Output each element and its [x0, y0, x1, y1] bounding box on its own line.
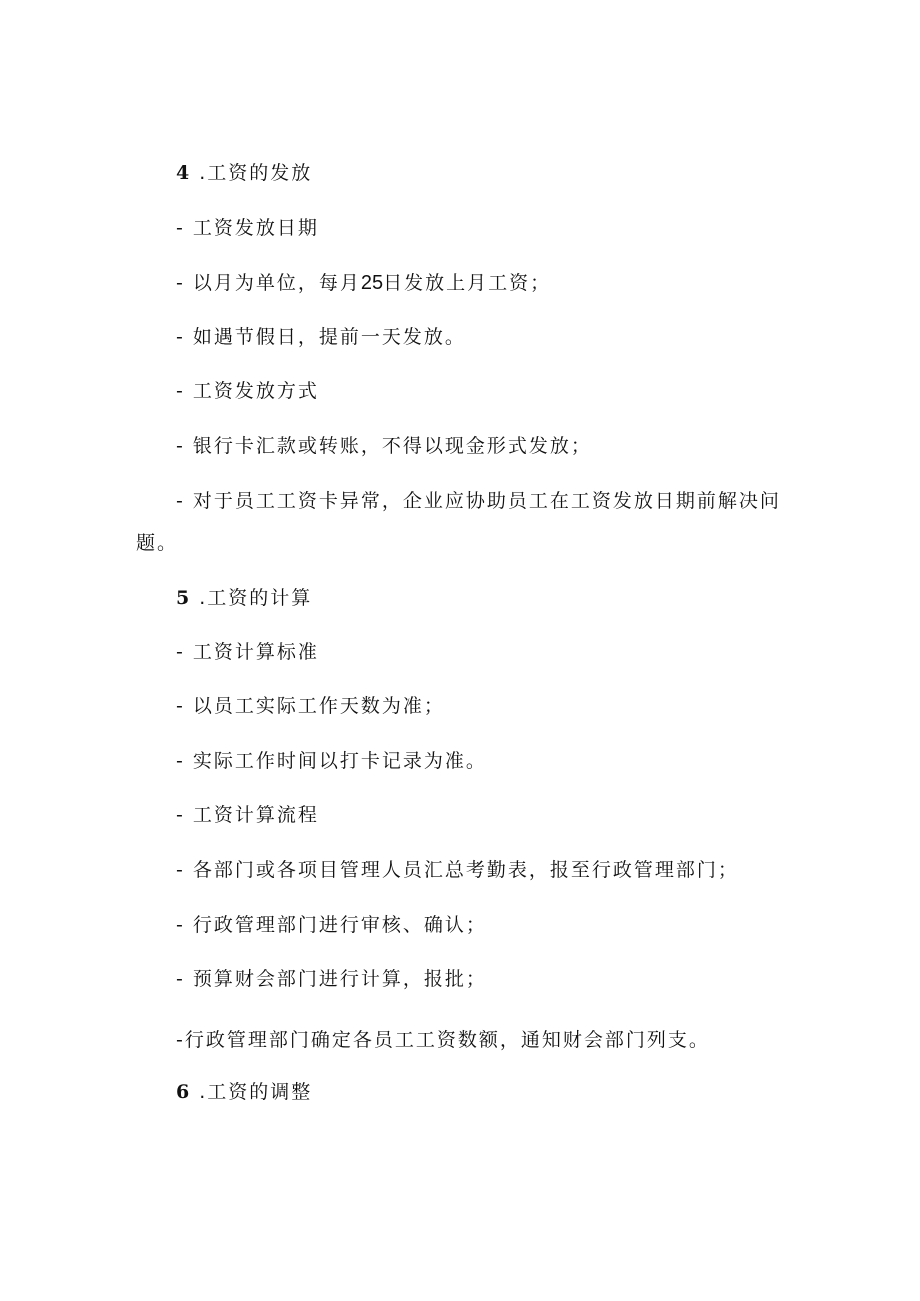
section-4-number: 4 — [176, 162, 190, 184]
paragraph: - 各部门或各项目管理人员汇总考勤表，报至行政管理部门； — [176, 859, 739, 881]
paragraph: - 工资发放方式 — [176, 380, 319, 402]
paragraph: - 如遇节假日，提前一天发放。 — [176, 326, 466, 348]
paragraph: - 工资发放日期 — [176, 217, 319, 239]
pay-day-number: 25 — [360, 272, 384, 294]
paragraph-text: 日发放上月工资； — [383, 272, 552, 294]
section-6-number: 6 — [176, 1081, 190, 1103]
paragraph — [176, 271, 551, 295]
paragraph: - 银行卡汇款或转账，不得以现金形式发放； — [176, 435, 592, 457]
paragraph: - 预算财会部门进行计算，报批； — [176, 968, 487, 990]
section-6-title: .工资的调整 — [199, 1081, 313, 1103]
section-5-title: .工资的计算 — [199, 587, 313, 609]
paragraph: - 以员工实际工作天数为准； — [176, 695, 445, 717]
paragraph-continuation: 题。 — [136, 532, 179, 554]
paragraph: - 对于员工工资卡异常，企业应协助员工在工资发放日期前解决问 — [176, 490, 781, 512]
paragraph: - 工资计算流程 — [176, 804, 319, 826]
paragraph: - 工资计算标准 — [176, 641, 319, 663]
paragraph: - 行政管理部门进行审核、确认； — [176, 914, 487, 936]
paragraph-text: - 以月为单位，每月 — [176, 272, 361, 294]
section-4-title: .工资的发放 — [199, 162, 313, 184]
section-5-number: 5 — [176, 587, 190, 609]
section-4-heading — [176, 161, 312, 185]
paragraph: - 实际工作时间以打卡记录为准。 — [176, 750, 487, 772]
paragraph: -行政管理部门确定各员工工资数额，通知财会部门列支。 — [176, 1029, 710, 1051]
section-5-heading — [176, 586, 312, 610]
section-6-heading — [176, 1080, 312, 1104]
